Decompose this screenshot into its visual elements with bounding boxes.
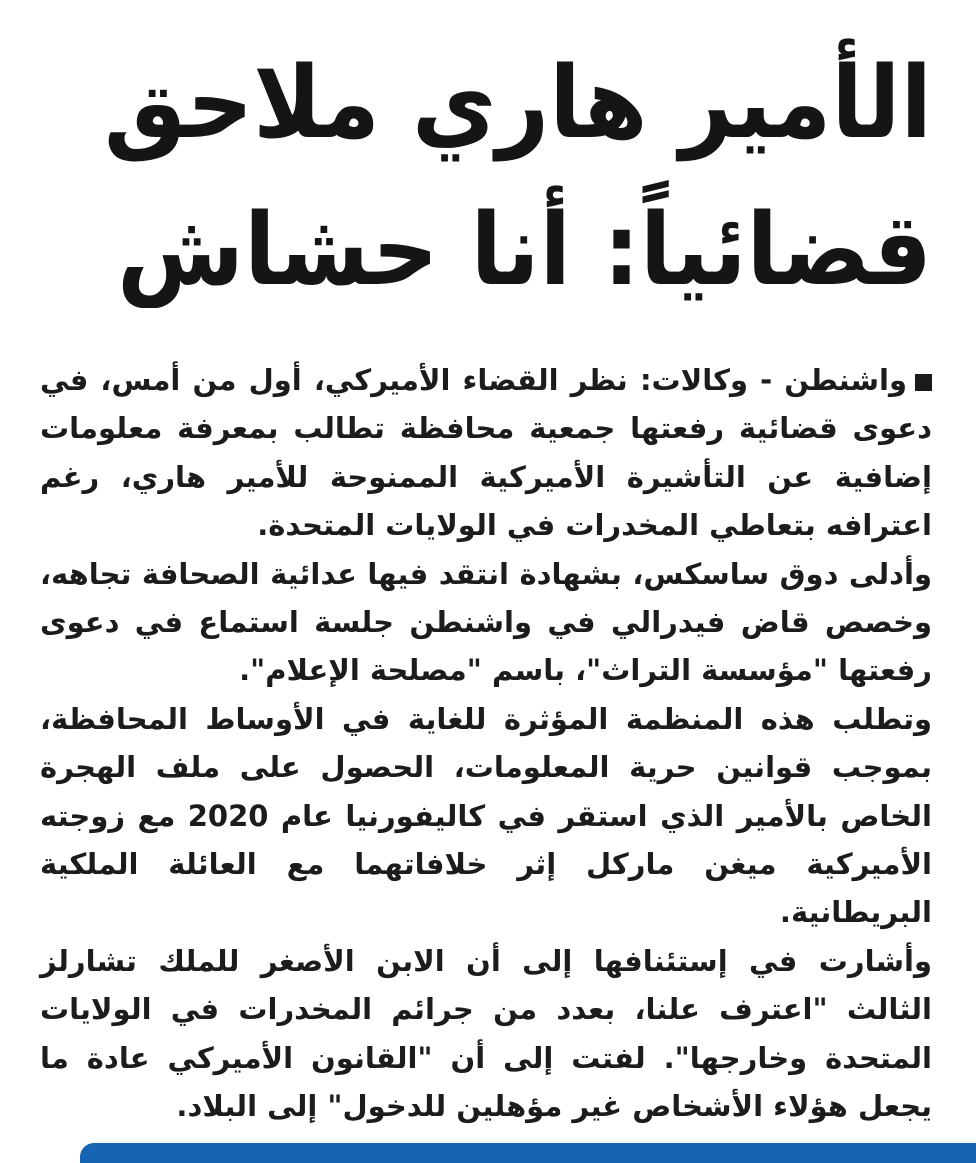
paragraph-2: وأدلى دوق ساسكس، بشهادة انتقد فيها عدائية الصحافة تجاهه، وخصص قاض فيدرالي في واشنطن جلسة استماع في دعوى رفعتها "مؤسسة التراث"، باسم "مصلحة الإعلام". [40, 556, 932, 688]
headline [40, 30, 932, 324]
news-article [40, 0, 932, 1131]
article-body [40, 356, 932, 1131]
paragraph-3: وتطلب هذه المنظمة المؤثرة للغاية في الأوساط المحافظة، بموجب قوانين حرية المعلومات، الحصول على ملف الهجرة الخاص بالأمير الذي استقر في كاليفورنيا عام 2020 مع زوجته الأميركية ميغن ماركل إثر خلافاتهما مع العائلة الملكية البريطانية. [40, 701, 932, 930]
paragraph-4: وأشارت في إستئنافها إلى أن الابن الأصغر للملك تشارلز الثالث "اعترف علنا، بعدد من جرائم المخدرات في الولايات المتحدة وخارجها". لفتت إلى أن "القانون الأميركي عادة ما يجعل هؤلاء الأشخاص غير مؤهلين للدخول" إلى البلاد. [40, 943, 932, 1124]
headline-line-1: الأمير هاري ملاحق [103, 45, 932, 161]
headline-line-2: قضائياً: أنا حشاش [117, 192, 932, 308]
dateline: واشنطن - وكالات: [639, 363, 907, 397]
square-bullet-icon [915, 374, 932, 391]
paragraph-1 [40, 356, 932, 550]
paragraph-1-text: نظر القضاء الأميركي، أول من أمس، في دعوى قضائية رفعتها جمعية محافظة تطالب بمعرفة معلومات إضافية عن التأشيرة الأميركية الممنوحة للأمير هاري، رغم اعترافه بتعاطي المخدرات في الولايات المتحدة. [40, 363, 932, 543]
bottom-color-bar [80, 1143, 976, 1163]
